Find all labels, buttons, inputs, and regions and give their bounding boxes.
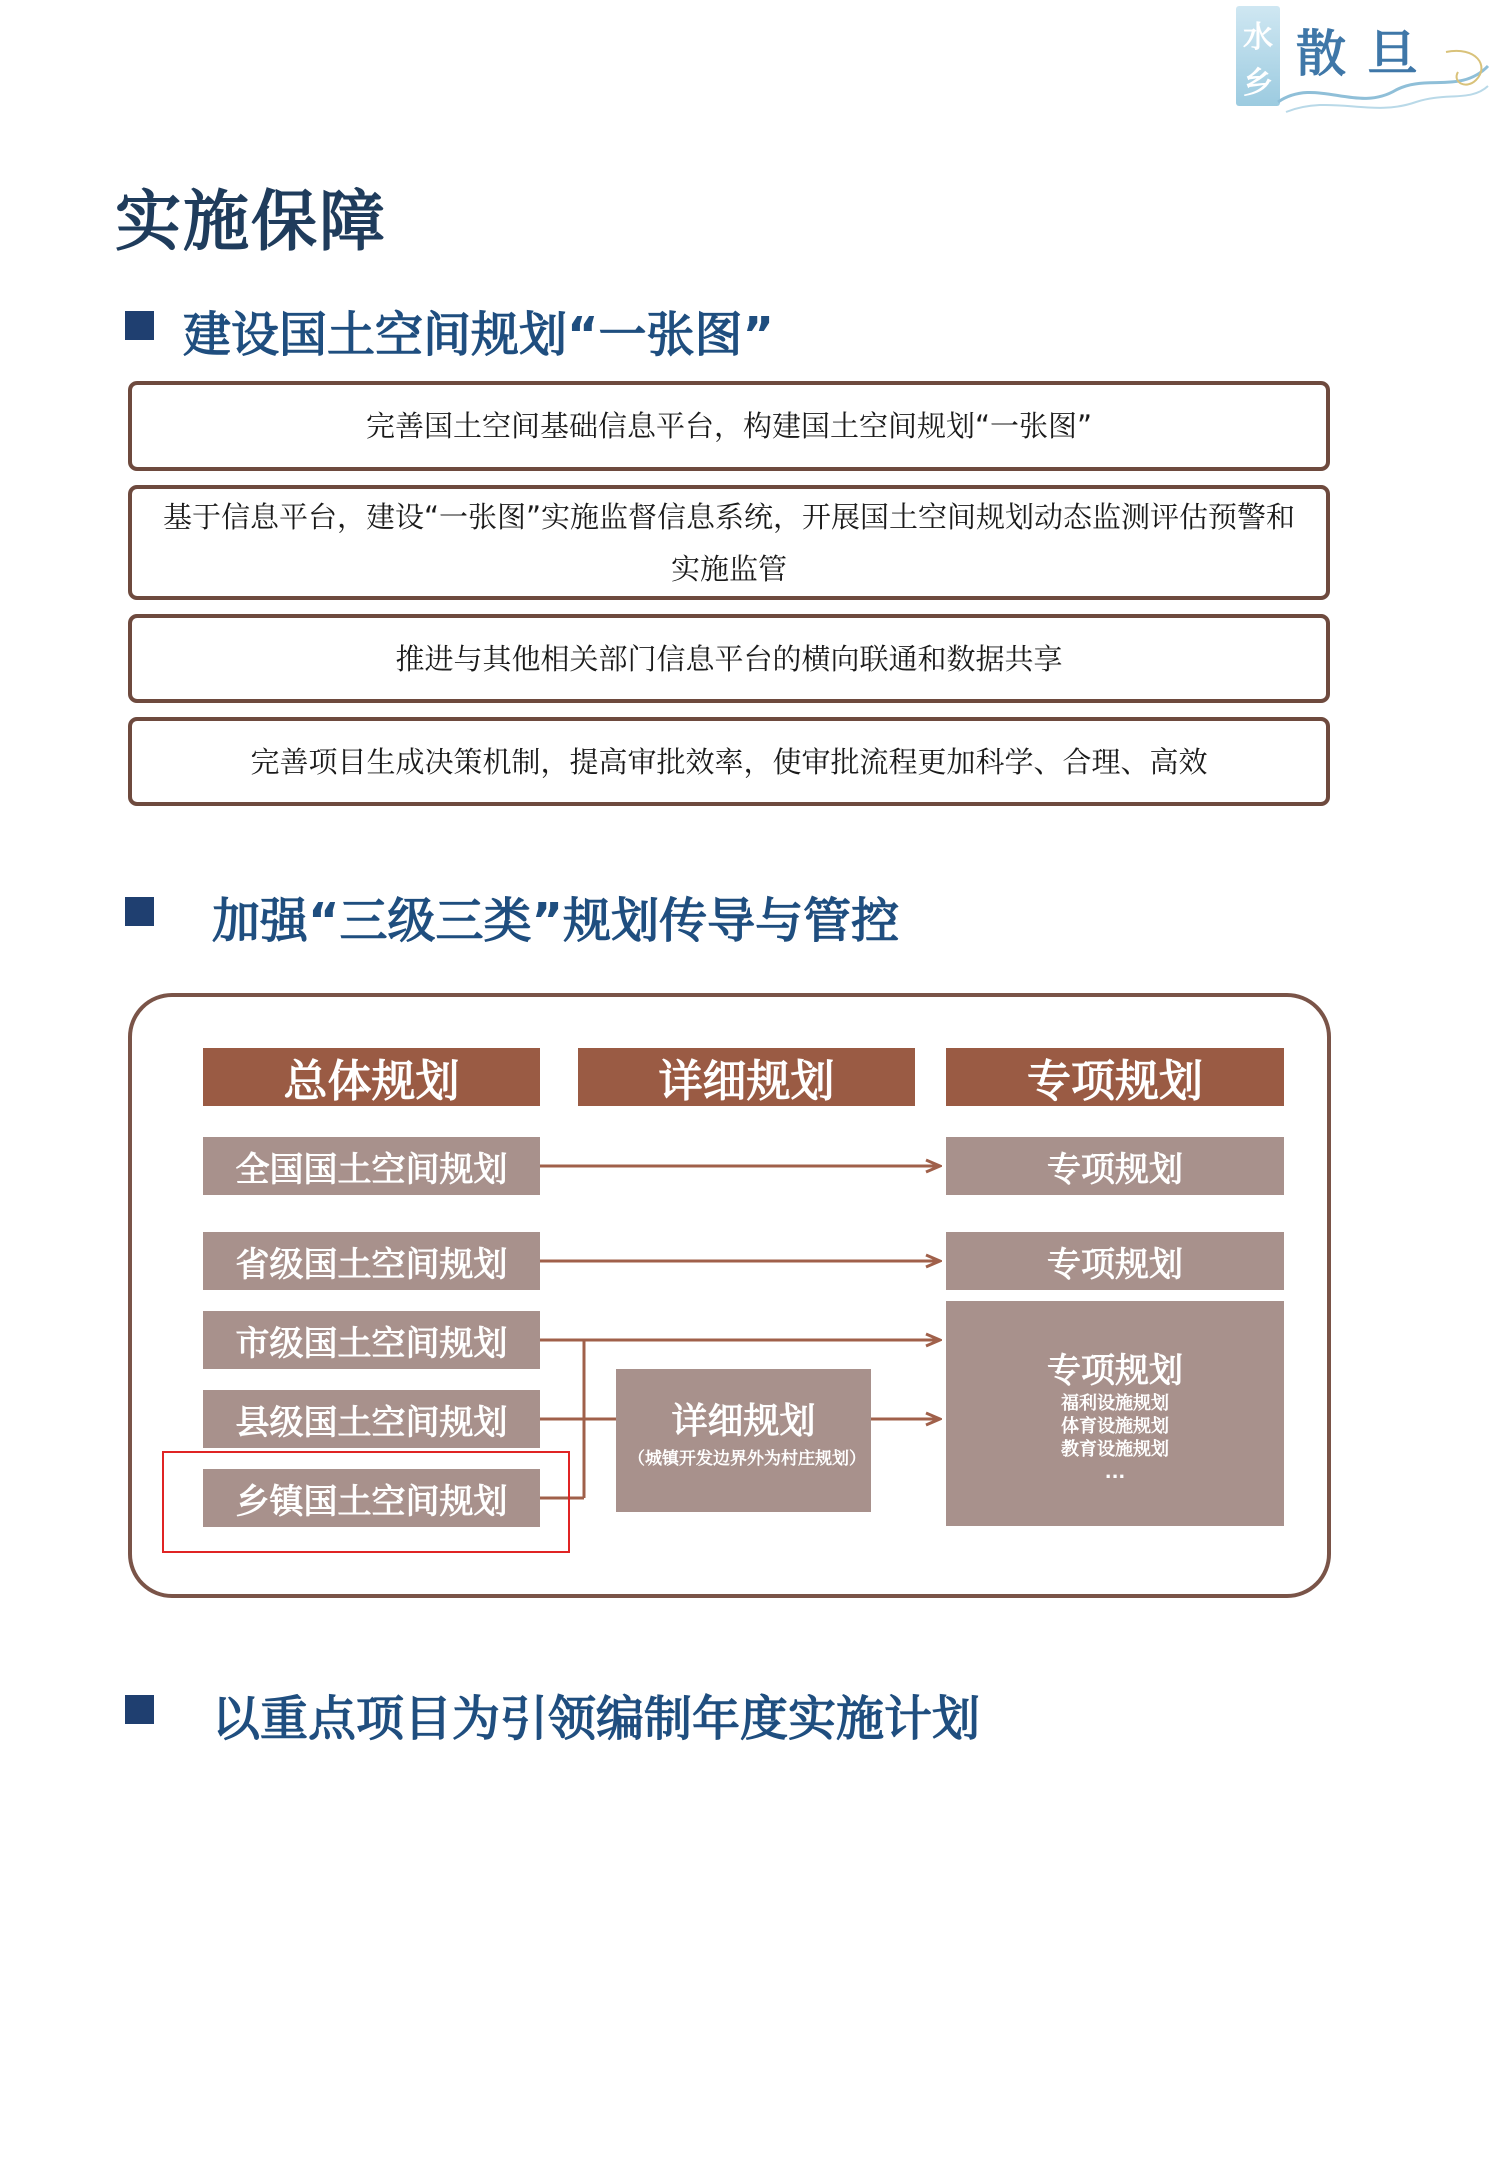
plan-item-4: 完善项目生成决策机制，提高审批效率，使审批流程更加科学、合理、高效 <box>128 717 1330 806</box>
logo-text: 散 旦 <box>1296 24 1420 83</box>
header-special-plan: 专项规划 <box>946 1048 1284 1106</box>
detail-plan-title: 详细规划 <box>671 1401 816 1442</box>
special-plan-line: 教育设施规划 <box>1061 1439 1169 1460</box>
page-title: 实施保障 <box>115 182 387 260</box>
special-plan-national: 专项规划 <box>946 1137 1284 1195</box>
special-plan-line: 福利设施规划 <box>1061 1393 1169 1414</box>
plan-item-2: 基于信息平台，建设“一张图”实施监督信息系统，开展国土空间规划动态监测评估预警和实施监管 <box>128 485 1330 600</box>
level-provincial: 省级国土空间规划 <box>203 1232 540 1290</box>
header-overall-plan: 总体规划 <box>203 1048 540 1106</box>
level-county: 县级国土空间规划 <box>203 1390 540 1448</box>
section-title-3: 以重点项目为引领编制年度实施计划 <box>212 1691 981 1747</box>
special-plan-line: ... <box>1104 1462 1126 1483</box>
highlight-township-box <box>162 1451 570 1553</box>
section-title-1: 建设国土空间规划“一张图” <box>183 307 775 363</box>
header-detail-plan: 详细规划 <box>578 1048 915 1106</box>
level-national: 全国国土空间规划 <box>203 1137 540 1195</box>
plan-item-1: 完善国土空间基础信息平台，构建国土空间规划“一张图” <box>128 381 1330 471</box>
special-plan-title: 专项规划 <box>1047 1351 1183 1391</box>
detail-plan-note: （城镇开发边界外为村庄规划） <box>628 1449 866 1469</box>
level-city: 市级国土空间规划 <box>203 1311 540 1369</box>
section-marker-icon <box>125 1695 154 1724</box>
logo-char-1: 水 <box>1243 20 1273 55</box>
logo-char-2: 乡 <box>1243 66 1273 101</box>
special-plan-provincial: 专项规划 <box>946 1232 1284 1290</box>
plan-item-3: 推进与其他相关部门信息平台的横向联通和数据共享 <box>128 614 1330 703</box>
section-title-2: 加强“三级三类”规划传导与管控 <box>212 893 900 949</box>
level-township: 乡镇国土空间规划 <box>203 1469 540 1527</box>
special-plan-line: 体育设施规划 <box>1061 1416 1169 1437</box>
